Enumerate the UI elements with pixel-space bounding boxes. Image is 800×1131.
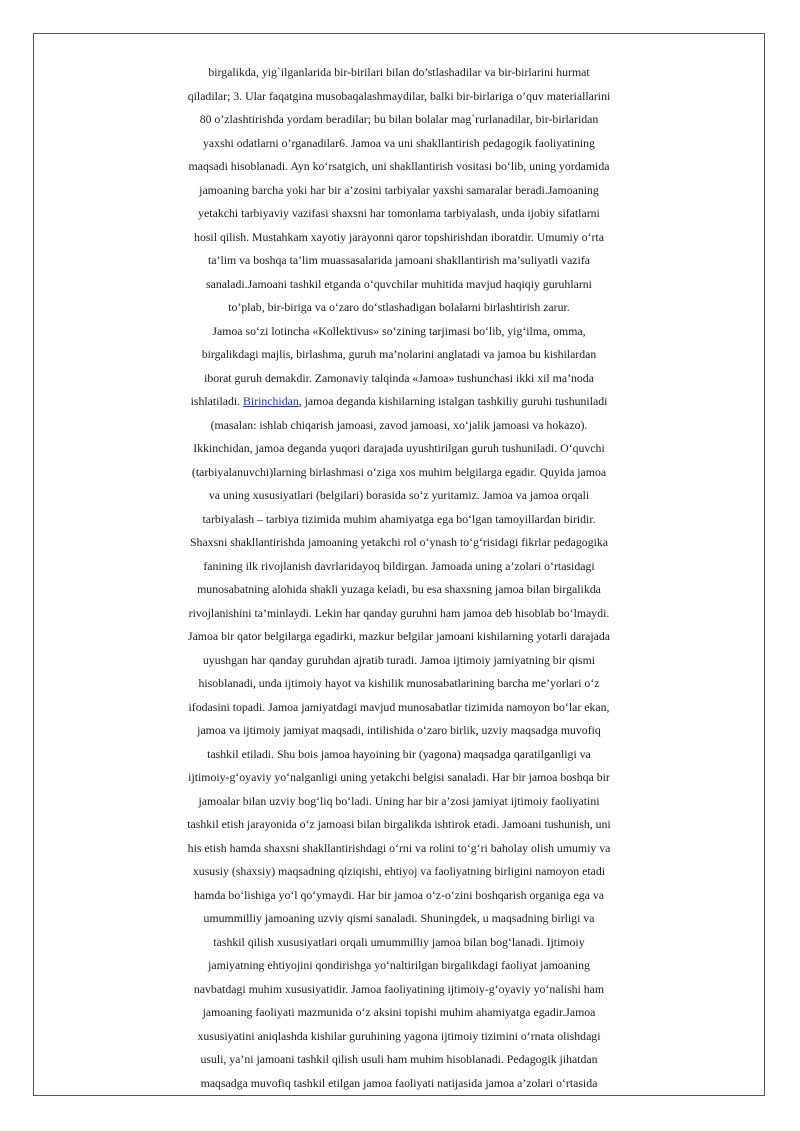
text-line: tashkil etiladi. Shu bois jamoa hayoining bir (yagona) maqsadga qaratilganligi va xyxy=(207,746,591,761)
text-line: usuli, ya’ni jamoani tashkil qilish usuli ham muhim hisoblanadi. Pedagogik jihatdan xyxy=(200,1052,598,1066)
text-line: fanining ilk rivojlanish davrlaridayoq bildirgan. Jamoada uning a’zolari o‘rtasidagi xyxy=(203,558,595,573)
text-line: munosabatning alohida shakli yuzaga keladi, bu esa shaxsning jamoa bilan birgalikda xyxy=(197,582,601,596)
text-line: umummilliy jamoaning uzviy qismi sanaladi. Shuningdek, u maqsadning birligi va xyxy=(203,911,595,925)
page-border xyxy=(33,33,765,1096)
text-line: ifodasini topadi. Jamoa jamiyatdagi mavjud munosabatlar tizimida namoyon bo‘lar ekan, xyxy=(188,699,610,714)
text-line: tashkil qilish xususiyatlari orqali umummilliy jamoa bilan bog‘lanadi. Ijtimoiy xyxy=(213,934,585,949)
text-line: 80 o’zlashtirishda yordam beradilar; bu bilan bolalar mag`rurlanadilar, bir-birlaridan xyxy=(199,112,599,126)
text-line: xususiy (shaxsiy) maqsadning qiziqishi, ehtiyoj va faoliyatning birligini namoyon etadi xyxy=(192,864,606,878)
text-segment: , jamoa deganda kishilarning istalgan tashkiliy guruhi tushuniladi xyxy=(298,394,608,408)
text-line: maqsadga muvofiq tashkil etilgan jamoa faoliyati natijasida jamoa a’zolari o‘rtasida xyxy=(200,1075,598,1090)
text-line: xususiyatini aniqlashda kishilar guruhining yagona ijtimoiy tizimini o‘rnata olishdagi xyxy=(197,1028,601,1043)
text-line: tarbiyalash – tarbiya tizimida muhim ahamiyatga ega bo‘lgan tamoyillardan biridir. xyxy=(202,511,596,526)
text-line: birgalikda, yig`ilganlarida bir-birilari bilan do’stlashadilar va bir-birlarini hurmat xyxy=(208,65,590,79)
text-line: Ikkinchidan, jamoa deganda yuqori darajada uyushtirilgan guruh tushuniladi. O‘quvchi xyxy=(193,441,605,455)
text-line: iborat guruh demakdir. Zamonaviy talqinda «Jamoa» tushunchasi ikki xil ma’noda xyxy=(204,370,594,385)
text-line: jamoaning barcha yoki har bir a’zosini tarbiyalar yaxshi samaralar beradi.Jamoaning xyxy=(199,182,599,197)
text-line: jamoaning faoliyati mazmunida o‘z aksini topishi muhim ahamiyatga egadir.Jamoa xyxy=(202,1005,596,1019)
text-line: his etish hamda shaxsni shakllantirishdagi o‘rni va rolini to‘g‘ri baholay olish umumiy va xyxy=(187,840,611,855)
text-line: jamoalar bilan uzviy bog‘liq bo‘ladi. Uning har bir a’zosi jamiyat ijtimoiy faoliyatini xyxy=(198,793,600,808)
text-line: ijtimoiy-g‘oyaviy yo‘nalganligi uning yetakchi belgisi sanaladi. Har bir jamoa boshqa bir xyxy=(188,770,610,784)
text-line: navbatdagi muhim xususiyatidir. Jamoa faoliyatining ijtimoiy-g‘oyaviy yo‘nalishi ham xyxy=(193,981,605,996)
text-line: maqsadi hisoblanadi. Ayn ko‘rsatgich, uni shakllantirish vositasi bo‘lib, uning yordamida xyxy=(188,159,610,173)
text-line-with-link xyxy=(34,390,764,414)
birinchidan-link[interactable]: Birinchidan xyxy=(243,394,299,408)
text-line: jamiyatning ehtiyojini qondirishga yo‘naltirilgan birgalikdagi faoliyat jamoaning xyxy=(208,958,590,972)
text-line: (tarbiyalanuvchi)larning birlashmasi o‘ziga xos muhim belgilarga egadir. Quyida jamoa xyxy=(191,464,607,479)
text-line: tashkil etish jarayonida o‘z jamoasi bilan birgalikda ishtirok etadi. Jamoani tushunish, uni xyxy=(187,817,611,831)
text-line: uyushgan har qanday guruhdan ajratib turadi. Jamoa ijtimoiy jamiyatning bir qismi xyxy=(202,652,596,667)
text-line: Shaxsni shakllantirishda jamoaning yetakchi rol o‘ynash to‘g‘risidagi fikrlar pedagogika xyxy=(189,535,609,549)
text-line: hisoblanadi, unda ijtimoiy hayot va kishilik munosabatlarining barcha me’yorlari o‘z xyxy=(198,676,600,690)
text-line: jamoa va ijtimoiy jamiyat maqsadi, intilishida o‘zaro birlik, uzviy maqsadga muvofiq xyxy=(197,723,601,737)
text-line: (masalan: ishlab chiqarish jamoasi, zavod jamoasi, xo‘jalik jamoasi va hokazo). xyxy=(210,417,588,432)
text-line: to’plab, bir-biriga va o‘zaro do‘stlashadigan bolalarni birlashtirish zarur. xyxy=(228,300,570,314)
text-line: yaxshi odatlarni o’rganadilar6. Jamoa va uni shakllantirish pedagogik faoliyatining xyxy=(203,135,595,150)
text-line: va uning xususiyatlari (belgilari) borasida so‘z yuritamiz. Jamoa va jamoa orqali xyxy=(208,488,590,502)
text-line: hamda bo‘lishiga yo‘l qo‘ymaydi. Har bir jamoa o‘z-o‘zini boshqarish organiga ega va xyxy=(194,887,604,902)
document-body xyxy=(34,61,764,1095)
text-segment: ishlatiladi. xyxy=(190,394,244,408)
text-line: hosil qilish. Mustahkam xayotiy jarayonni qaror topshirishdan iboratdir. Umumiy o‘rta xyxy=(194,229,604,244)
text-line: qiladilar; 3. Ular faqatgina musobaqalashmaydilar, balki bir-birlariga o’quv materiallarini xyxy=(187,88,611,103)
text-line: Jamoa bir qator belgilarga egadirki, mazkur belgilar jamoani kishilarning yotarli darajada xyxy=(187,629,611,643)
text-line: Jamoa so‘zi lotincha «Kollektivus» so‘zining tarjimasi bo‘lib, yig‘ilma, omma, xyxy=(212,323,586,338)
text-line: birgalikdagi majlis, birlashma, guruh ma’nolarini anglatadi va jamoa bu kishilardan xyxy=(201,347,597,361)
text-line: rivojlanishini ta’minlaydi. Lekin har qanday guruhni ham jamoa deb hisoblab bo‘lmaydi. xyxy=(188,605,610,620)
text-line: yetakchi tarbiyaviy vazifasi shaxsni har tomonlama tarbiyalash, unda ijobiy sifatlarni xyxy=(198,206,600,220)
text-line: sanaladi.Jamoani tashkil etganda o‘quvchilar muhitida mavjud haqiqiy guruhlarni xyxy=(206,276,592,291)
text-line: ta’lim va boshqa ta’lim muassasalarida jamoani shakllantirish ma’suliyatli vazifa xyxy=(208,253,590,267)
